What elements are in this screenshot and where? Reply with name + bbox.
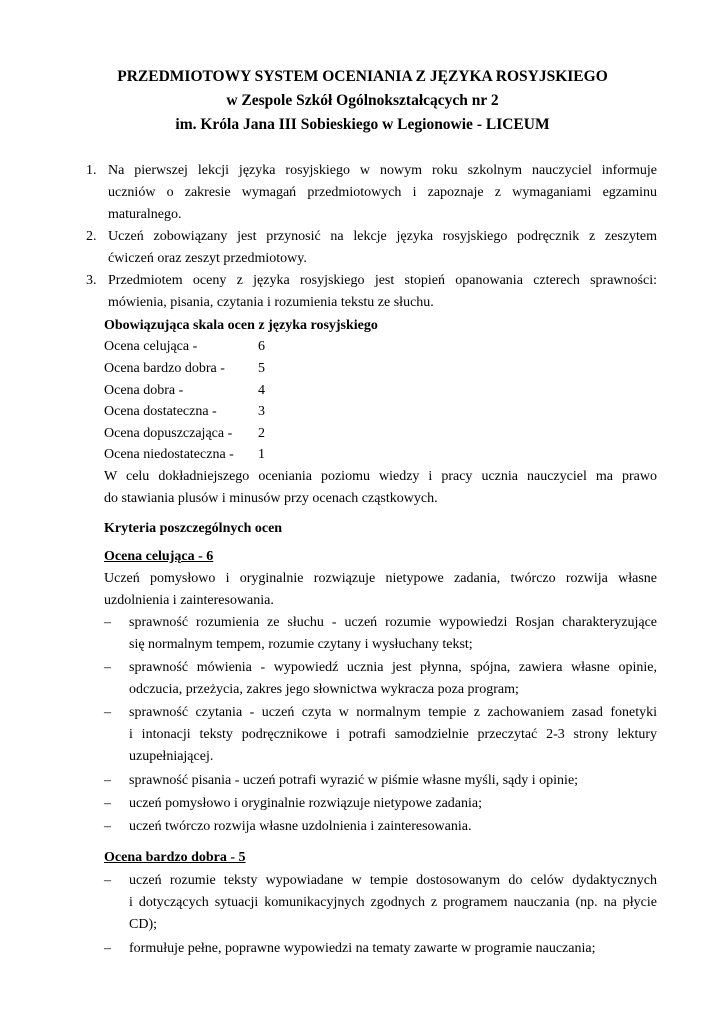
grade-6-intro: Uczeń pomysłowo i oryginalnie rozwiązuje nietypowe zadania, twórczo rozwija własne: [104, 571, 657, 586]
bullet-text: sprawność czytania - uczeń czyta w normalnym tempie z zachowaniem zasad fonetyki: [129, 705, 657, 720]
scale-value: 1: [258, 447, 265, 462]
bullet-text: odczucia, przeżycia, zakres jego słownictwa wykracza poza program;: [129, 682, 519, 697]
scale-value: 5: [258, 361, 265, 376]
list-item-text: uczniów o zakresie wymagań przedmiotowych i zapoznaje z wymaganiami egzaminu: [108, 185, 657, 200]
scale-label: Ocena bardzo dobra -: [104, 361, 225, 376]
scale-label: Ocena dobra -: [104, 383, 184, 398]
bullet-text: sprawność pisania - uczeń potrafi wyrazić w piśmie własne myśli, sądy i opinie;: [129, 773, 579, 788]
bullet-text: uczeń rozumie teksty wypowiadane w tempie dostosowanym do celów dydaktycznych: [129, 873, 657, 888]
dash-bullet: –: [104, 873, 111, 888]
bullet-text: i dotyczących sytuacji komunikacyjnych zgodnych z programem nauczania (np. na płycie: [129, 895, 657, 910]
list-number: 1.: [86, 163, 97, 178]
bullet-text: sprawność rozumienia ze słuchu - uczeń rozumie wypowiedzi Rosjan charakteryzujące: [129, 615, 657, 630]
scale-heading: Obowiązująca skala ocen z języka rosyjskiego: [104, 318, 378, 333]
bullet-text: uczeń twórczo rozwija własne uzdolnienia i zainteresowania.: [129, 819, 472, 834]
bullet-text: uczeń pomysłowo i oryginalnie rozwiązuje nietypowe zadania;: [129, 796, 482, 811]
list-item-text: mówienia, pisania, czytania i rozumienia tekstu ze słuchu.: [108, 295, 434, 310]
list-item-text: Przedmiotem oceny z języka rosyjskiego jest stopień opanowania czterech sprawności:: [108, 273, 657, 288]
dash-bullet: –: [104, 796, 111, 811]
list-item-text: maturalnego.: [108, 207, 182, 222]
dash-bullet: –: [104, 615, 111, 630]
bullet-text: formułuje pełne, poprawne wypowiedzi na tematy zawarte w programie nauczania;: [129, 941, 596, 956]
scale-note: do stawiania plusów i minusów przy ocenach cząstkowych.: [104, 491, 438, 506]
criteria-heading: Kryteria poszczególnych ocen: [104, 521, 283, 536]
dash-bullet: –: [104, 941, 111, 956]
title-line-3: im. Króla Jana III Sobieskiego w Legionowie - LICEUM: [175, 116, 550, 133]
grade-5-heading: Ocena bardzo dobra - 5: [104, 850, 246, 865]
list-item-text: ćwiczeń oraz zeszyt przedmiotowy.: [108, 251, 307, 266]
scale-label: Ocena dostateczna -: [104, 404, 217, 419]
scale-value: 2: [258, 426, 265, 441]
dash-bullet: –: [104, 773, 111, 788]
bullet-text: się normalnym tempem, rozumie czytany i wysłuchany tekst;: [129, 637, 473, 652]
dash-bullet: –: [104, 819, 111, 834]
list-number: 3.: [86, 273, 97, 288]
dash-bullet: –: [104, 705, 111, 720]
scale-value: 3: [258, 404, 265, 419]
bullet-text: CD);: [129, 917, 157, 932]
list-item-text: Na pierwszej lekcji języka rosyjskiego w nowym roku szkolnym nauczyciel informuje: [108, 163, 657, 178]
scale-note: W celu dokładniejszego oceniania poziomu wiedzy i pracy ucznia nauczyciel ma prawo: [104, 469, 657, 484]
list-item-text: Uczeń zobowiązany jest przynosić na lekcje języka rosyjskiego podręcznik z zeszytem: [108, 229, 657, 244]
title-line-1: PRZEDMIOTOWY SYSTEM OCENIANIA Z JĘZYKA ROSYJSKIEGO: [117, 68, 608, 85]
bullet-text: i intonacji teksty podręcznikowe i potrafi samodzielnie przeczytać 2-3 strony lektury: [129, 727, 657, 742]
scale-label: Ocena celująca -: [104, 339, 198, 354]
scale-label: Ocena dopuszczająca -: [104, 426, 233, 441]
list-number: 2.: [86, 229, 97, 244]
scale-value: 6: [258, 339, 265, 354]
bullet-text: sprawność mówienia - wypowiedź ucznia jest płynna, spójna, zawiera własne opinie,: [129, 660, 657, 675]
scale-label: Ocena niedostateczna -: [104, 447, 234, 462]
title-line-2: w Zespole Szkół Ogólnokształcących nr 2: [226, 92, 499, 109]
dash-bullet: –: [104, 660, 111, 675]
scale-value: 4: [258, 383, 265, 398]
grade-6-intro: uzdolnienia i zainteresowania.: [104, 593, 274, 608]
document-title: [60, 65, 665, 137]
bullet-text: uzupełniającej.: [129, 749, 214, 764]
grade-6-heading: Ocena celująca - 6: [104, 549, 214, 564]
